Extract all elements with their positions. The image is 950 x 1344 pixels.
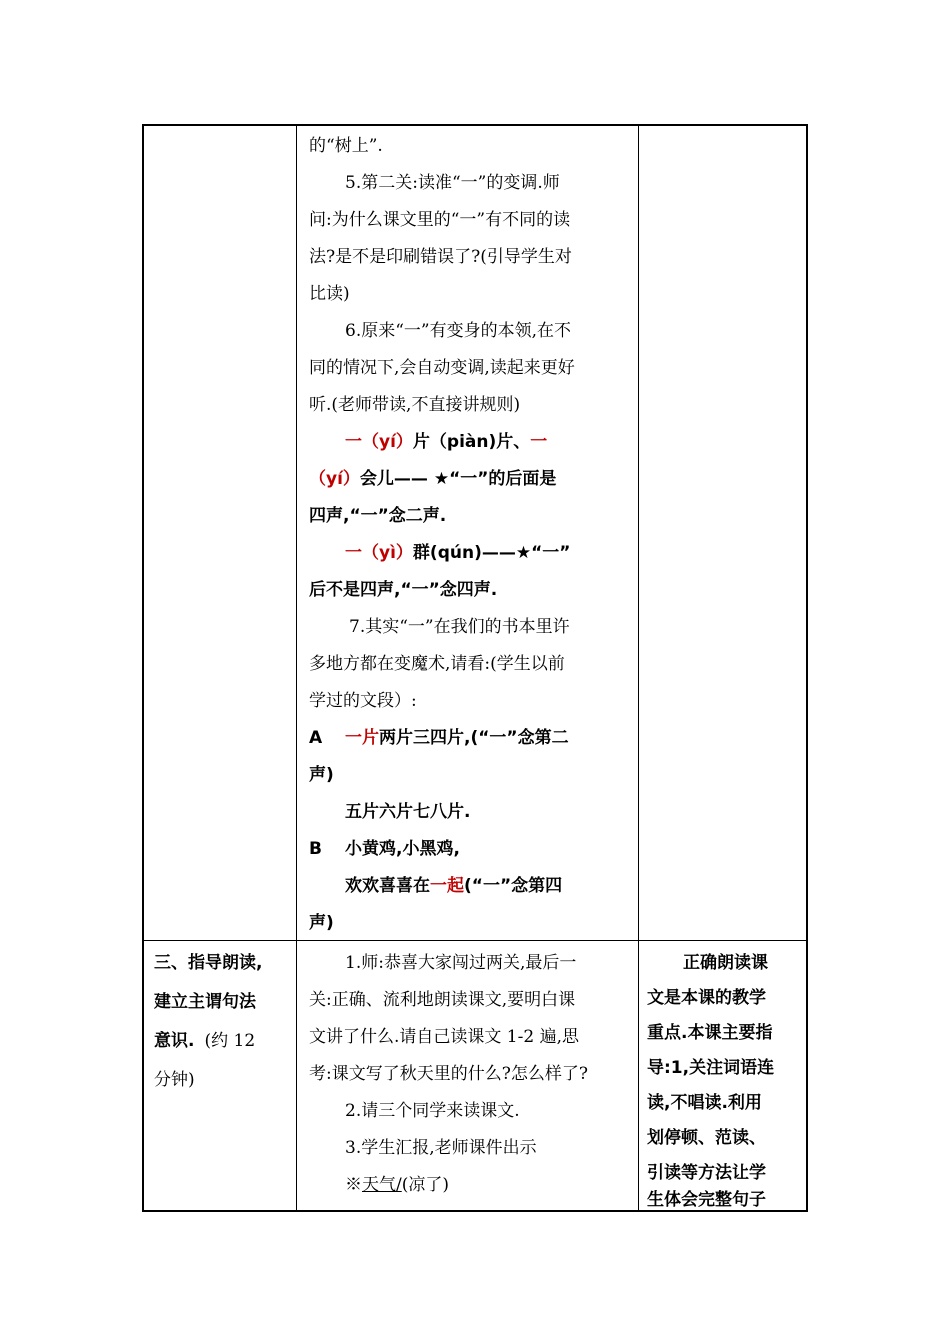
note-line: 导:1,关注词语连	[647, 1058, 775, 1078]
text-line: 声)	[309, 765, 334, 785]
highlight-red: 一起	[430, 876, 464, 896]
text-line: 1.师:恭喜大家闯过两关,最后一	[345, 953, 577, 973]
text-line: 的“树上”.	[309, 136, 383, 156]
text-line: 6.原来“一”有变身的本领,在不	[345, 321, 572, 341]
list-label: B	[309, 839, 322, 859]
stage-title: 三、指导朗读,	[154, 953, 263, 973]
note-line: 生体会完整句子	[647, 1190, 766, 1210]
highlight-red: （yí）	[309, 469, 360, 489]
highlight-red: 一（yí）	[345, 432, 413, 452]
text-span: 群(qún)——★“一”	[412, 543, 571, 563]
text-line: 考:课文写了秋天里的什么?怎么样了?	[309, 1064, 588, 1084]
text-span: (凉了)	[401, 1175, 449, 1195]
note-line: 读,不唱读.利用	[647, 1093, 762, 1113]
text-line: 文讲了什么.请自己读课文 1-2 遍,思	[309, 1027, 579, 1047]
row1-content-cell	[297, 126, 638, 940]
text-line: 比读)	[309, 284, 350, 304]
text-span: 会儿—— ★“一”的后面是	[359, 469, 557, 489]
note-line: 文是本课的教学	[647, 988, 766, 1008]
list-label: A	[309, 728, 323, 748]
stage-duration: 分钟)	[154, 1070, 195, 1090]
text-line: 7.其实“一”在我们的书本里许	[349, 617, 570, 637]
stage-title: 建立主谓句法	[154, 992, 256, 1012]
text-line: 关:正确、流利地朗读课文,要明白课	[309, 990, 576, 1010]
text-line	[345, 430, 547, 454]
text-span: 两片三四片,(“一”念第二	[379, 728, 569, 748]
text-span: 欢欢喜喜在	[345, 876, 430, 896]
note-line: 正确朗读课	[683, 953, 768, 973]
note-line: 引读等方法让学	[647, 1163, 766, 1183]
highlight-red: 一	[530, 432, 548, 452]
text-line: 学过的文段）:	[309, 691, 417, 711]
text-line: 后不是四声,“一”念四声.	[309, 580, 498, 600]
text-line: 多地方都在变魔术,请看:(学生以前	[309, 654, 565, 674]
text-line: 问:为什么课文里的“一”有不同的读	[309, 210, 571, 230]
stage-title	[154, 1029, 255, 1053]
text-span: 小黄鸡,小黑鸡,	[345, 839, 460, 859]
row2-note-cell	[639, 941, 808, 1212]
text-span: 片（piàn)片、	[412, 432, 531, 452]
text-line	[345, 541, 570, 565]
reference-mark: ※	[345, 1175, 362, 1195]
row2-stage-cell	[144, 941, 296, 1212]
text-line: 3.学生汇报,老师课件出示	[345, 1138, 537, 1158]
text-line: 同的情况下,会自动变调,读起来更好	[309, 358, 575, 378]
note-line: 重点.本课主要指	[647, 1023, 773, 1043]
underlined-text: 天气/	[362, 1175, 402, 1195]
text-span: (“一”念第四	[464, 876, 563, 896]
text-line: 法?是不是印刷错误了?(引导学生对	[309, 247, 572, 267]
text-span: 意识.	[154, 1031, 195, 1051]
text-line	[345, 1173, 449, 1197]
text-line	[309, 726, 569, 750]
text-line: 声)	[309, 913, 334, 933]
row2-content-cell	[297, 941, 638, 1212]
text-line	[309, 467, 556, 491]
text-line: 五片六片七八片.	[345, 802, 471, 822]
note-line: 划停顿、范读、	[647, 1128, 766, 1148]
highlight-red: 一片	[345, 728, 379, 748]
text-line	[309, 837, 460, 861]
lesson-plan-table	[142, 124, 808, 1212]
highlight-red: 一（yì）	[345, 543, 413, 563]
text-line: 四声,“一”念二声.	[309, 506, 447, 526]
text-span: (约 12	[204, 1031, 256, 1051]
text-line: 2.请三个同学来读课文.	[345, 1101, 520, 1121]
text-line: 5.第二关:读准“一”的变调.师	[345, 173, 560, 193]
text-line: 听.(老师带读,不直接讲规则)	[309, 395, 521, 415]
text-line	[345, 874, 562, 898]
